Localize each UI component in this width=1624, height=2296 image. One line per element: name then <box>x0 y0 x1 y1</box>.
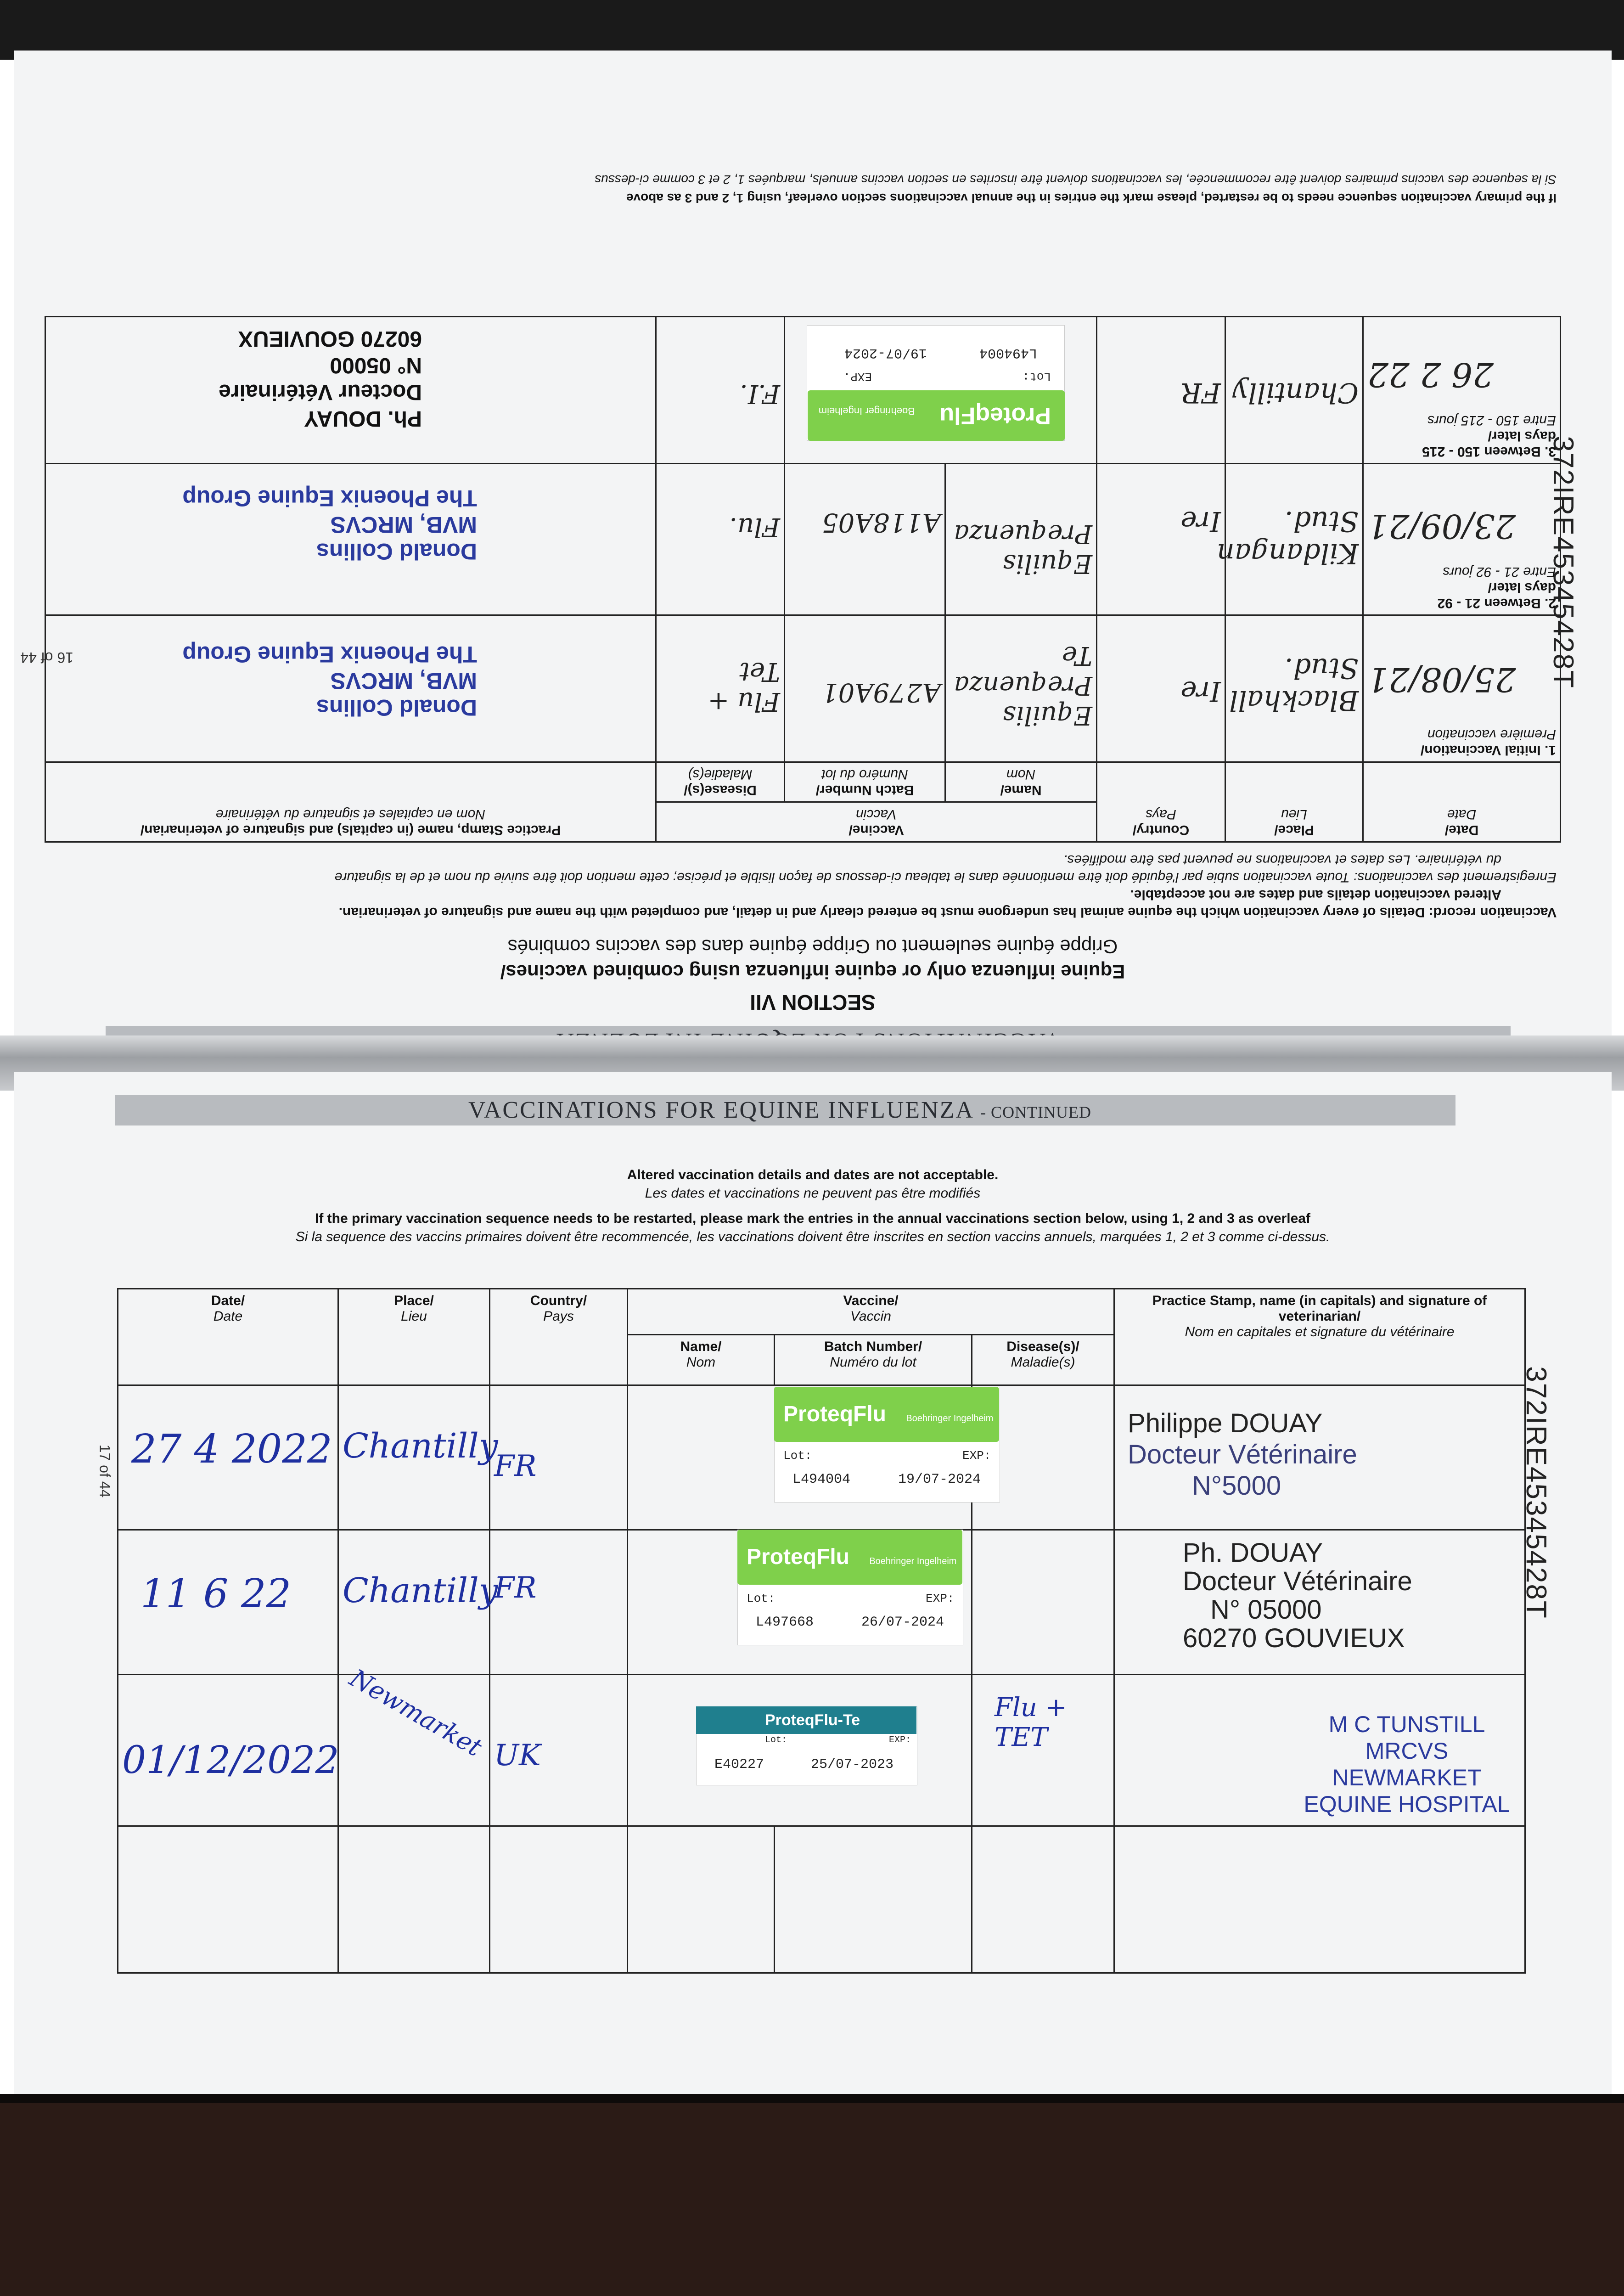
restart-note-en: If the primary vaccination sequence needs to be restarted, please mark the entries in the annual vaccinations section below, using 1, 2 and 3 as overleaf <box>315 1211 1310 1226</box>
subtitle-en: Equine influenza only or equine influenza using combined vaccines/ <box>500 961 1125 983</box>
vaccination-date: 01/12/2022 <box>122 1739 339 1782</box>
country: UK <box>494 1739 541 1773</box>
restart-note-fr: Si la sequence des vaccins primaires doivent être recommencée, les vaccinations doivent être inscrites en section vaccins annuels, marquées 1, 2 et 3 comme ci-dessus <box>595 173 1557 187</box>
country: FR <box>494 1449 537 1483</box>
vaccine-name: Equilis Prequenza <box>954 519 1092 579</box>
table-row <box>118 1675 1525 1826</box>
passport-page-16 <box>14 51 1612 1075</box>
table-row <box>45 615 1560 762</box>
table-row <box>118 1826 1525 1973</box>
passport-page-17 <box>14 1072 1612 2110</box>
disease: Flu. <box>729 512 780 542</box>
practice-stamp: Donald Collins MVB, MRCVS The Phoenix Equine Group <box>182 642 477 720</box>
practice-stamp: Philippe DOUAY Docteur Vétérinaire N°5000 <box>1128 1408 1357 1501</box>
place: Kildangan Stud. <box>1217 505 1359 569</box>
header-country: Country/ Pays <box>490 1289 628 1385</box>
place: Newmarket <box>345 1663 487 1762</box>
altered-note-fr: Les dates et vaccinations ne peuvent pas être modifiés <box>645 1186 981 1201</box>
practice-stamp: Ph. DOUAY Docteur Vétérinaire N° 05000 60270 GOUVIEUX <box>219 326 422 431</box>
section-title: SECTION VII <box>750 990 876 1014</box>
country: Ire <box>1180 675 1221 707</box>
batch-number: A118A05 <box>821 507 941 537</box>
header-batch: Batch Number/ Numéro du lot <box>785 762 945 802</box>
rotated-page-content <box>14 51 1612 1075</box>
disease: F.I. <box>740 379 780 409</box>
vaccine-sticker: ProteqFlu-Te Lot: EXP: E40227 25/07-2023 <box>696 1706 916 1784</box>
vaccination-date: 25/08/21 <box>1367 660 1516 699</box>
vaccination-date: 27 4 2022 <box>131 1426 332 1472</box>
header-batch: Batch Number/ Numéro du lot <box>775 1335 972 1385</box>
place: Chantilly <box>343 1571 498 1610</box>
vaccine-name: Equilis Prequenza Te <box>954 641 1092 730</box>
record-instructions: Vaccination record: Details of every vaccination which the equine animal has undergone must be entered clearly and in detail, and completed with the name and signature of veterinarian. Altered vaccination details and dates are not acceptable. Enregistrement des vaccinations: Toute vaccination subie par l'équidé doit être mentionnée dans le tableau ci-dessous de façon lisible et précise; cette mention doit être suivie du nom et de la signature du vétérinaire. Les dates et vaccinations ne peuvent pas être modifiées. <box>334 852 1557 920</box>
header-date: Date/ Date <box>1363 762 1561 842</box>
vaccine-sticker: ProteqFlu Boehringer Ingelheim Lot: EXP. L494004 19/07-2024 <box>808 326 1065 441</box>
scanner-background <box>0 2103 1624 2296</box>
batch-number: A279A01 <box>821 677 941 707</box>
country: FR <box>1181 377 1221 409</box>
table-row <box>118 1385 1525 1530</box>
page-number: 17 of 44 <box>96 1444 113 1498</box>
restart-note-fr: Si la sequence des vaccins primaires doivent être recommencée, les vaccinations doivent être inscrites en section vaccins annuels, marquées 1, 2 et 3 comme ci-dessus. <box>295 1229 1330 1244</box>
vaccination-date: 23/09/21 <box>1367 507 1516 546</box>
vaccine-sticker: ProteqFlu Boehringer Ingelheim Lot: EXP: L494004 19/07-2024 <box>774 1387 999 1502</box>
row-date-cell: 1. Initial Vaccination/ Première vaccination 25/08/21 <box>1363 615 1561 762</box>
disease: Flu + Tet <box>708 657 780 716</box>
header-date: Date/ Date <box>118 1289 338 1385</box>
altered-note-en: Altered vaccination details and dates are not acceptable. <box>627 1167 999 1182</box>
table-row <box>118 1530 1525 1675</box>
header-vaccine: Vaccine/ Vaccin <box>656 802 1096 842</box>
country: FR <box>494 1571 537 1605</box>
restart-note-en: If the primary vaccination sequence needs to be restarted, please mark the entries in the annual vaccinations section overleaf, using 1, 2 and 3 as above <box>626 191 1557 205</box>
table-row: 3. Between 150 - 215 days later/ Entre 150 - 215 jours 26 2 22 Chantilly FR ProteqFlu Boehringer Ingelheim Lot: EXP. L494004 19/07-2024 F.I. Ph. DOUAY Docteur Vétérinaire N° 05000 60270 GOUVIEUX <box>45 317 1560 464</box>
place: Blackhall Stud. <box>1229 652 1359 716</box>
header-disease: Disease(s)/ Maladie(s) <box>656 762 784 802</box>
header-place: Place/ Lieu <box>1225 762 1363 842</box>
annual-vaccination-table <box>117 1288 1526 1974</box>
side-code: 372IRE45345428T <box>1547 436 1579 689</box>
vaccination-date: 11 6 22 <box>140 1571 292 1617</box>
practice-stamp: M C TUNSTILL MRCVS NEWMARKET EQUINE HOSPITAL <box>1304 1711 1510 1817</box>
table-row: 2. Between 21 - 92 days later/ Entre 21 - 92 jours 23/09/21 Kildangan Stud. Ire Equilis Prequenza A118A05 Flu. Donald Collins MVB, MRCVS The Phoenix Equine Group <box>45 464 1560 615</box>
place: Chantilly <box>1232 377 1359 409</box>
header-stamp: Practice Stamp, name (in capitals) and signature of veterinarian/ Nom en capitales et signature du vétérinaire <box>1114 1289 1525 1385</box>
primary-vaccination-table <box>45 316 1561 843</box>
disease: Flu + TET <box>995 1693 1067 1752</box>
side-code: 372IRE45345428T <box>1520 1366 1552 1619</box>
practice-stamp: Donald Collins MVB, MRCVS The Phoenix Equine Group <box>182 485 477 564</box>
header-name: Name/ Nom <box>945 762 1097 802</box>
header-stamp: Practice Stamp, name (in capitals) and signature of veterinarian/ Nom en capitales et signature du vétérinaire <box>45 762 656 842</box>
page-number: 16 of 44 <box>20 649 73 666</box>
header-vaccine: Vaccine/ Vaccin <box>628 1289 1114 1335</box>
header-place: Place/ Lieu <box>338 1289 490 1385</box>
header-disease: Disease(s)/ Maladie(s) <box>972 1335 1114 1385</box>
country: Ire <box>1180 505 1221 537</box>
header-name: Name/ Nom <box>628 1335 775 1385</box>
vaccine-sticker: ProteqFlu Boehringer Ingelheim Lot: EXP: L497668 26/07-2024 <box>737 1530 962 1644</box>
header-country: Country/ Pays <box>1097 762 1225 842</box>
section-banner: VACCINATIONS FOR EQUINE INFLUENZA - CONTINUED <box>115 1095 1455 1125</box>
subtitle-fr: Grippe équine seulement ou Grippe équine dans des vaccins combinés <box>507 936 1118 957</box>
vaccination-date: 26 2 22 <box>1367 355 1494 394</box>
place: Chantilly <box>343 1426 498 1466</box>
practice-stamp: Ph. DOUAY Docteur Vétérinaire N° 05000 60270 GOUVIEUX <box>1183 1538 1412 1653</box>
